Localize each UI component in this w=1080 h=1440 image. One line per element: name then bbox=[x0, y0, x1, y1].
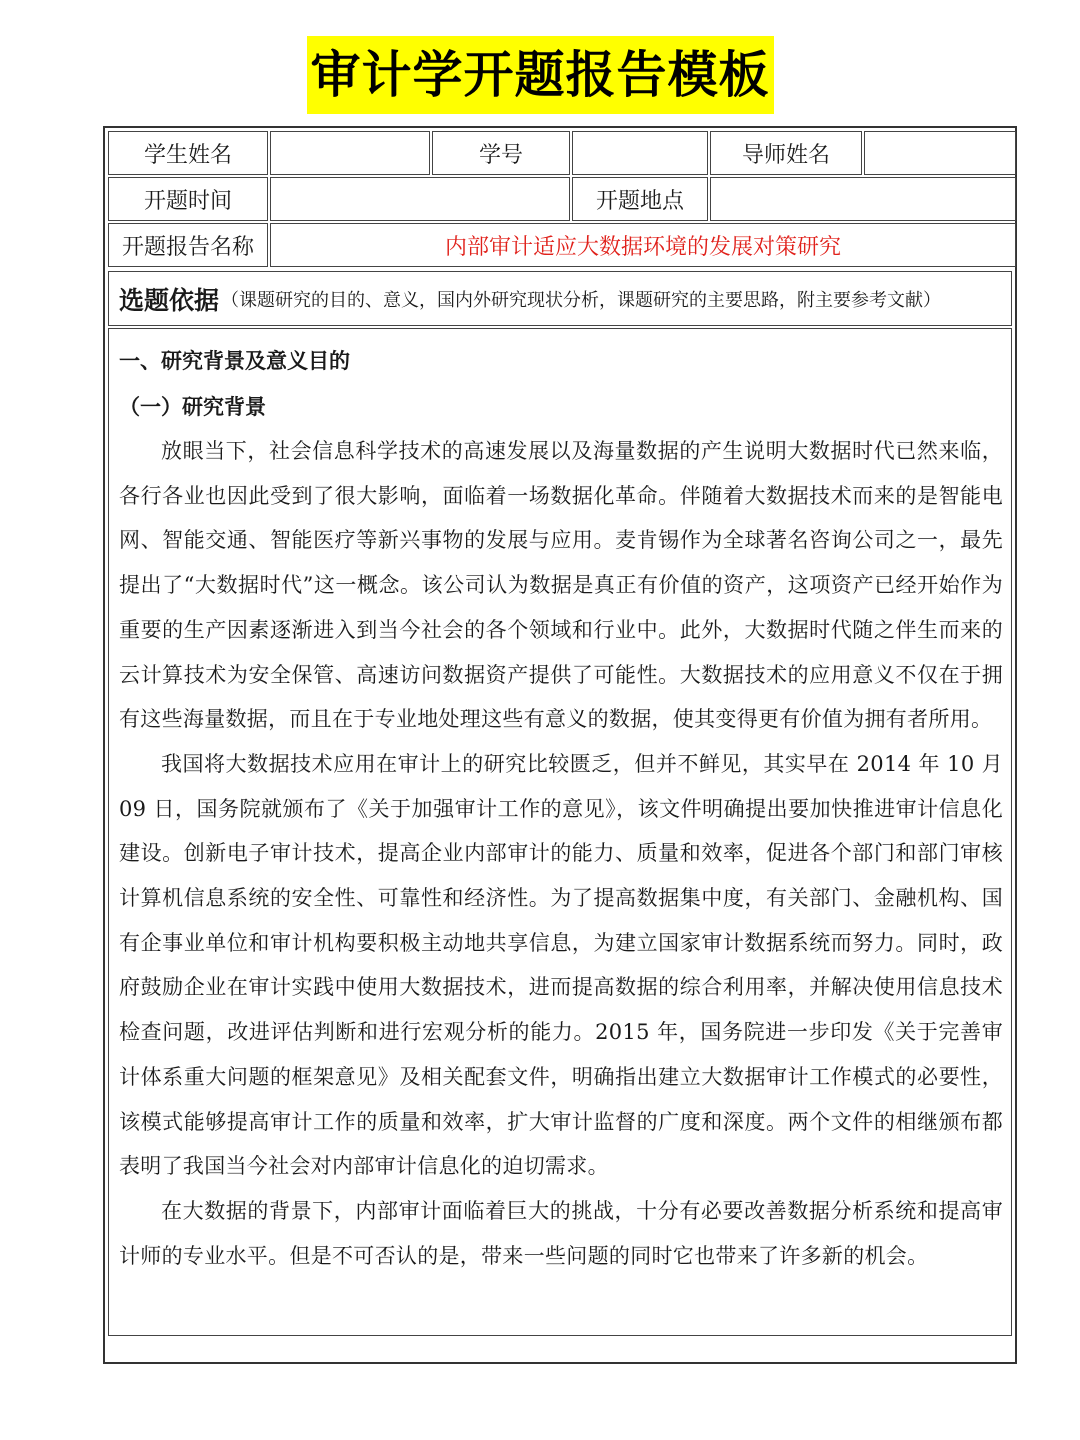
report-form bbox=[103, 126, 1017, 1364]
proposal-time-field[interactable] bbox=[270, 177, 570, 221]
proposal-time-label: 开题时间 bbox=[108, 177, 268, 221]
info-row-report-name bbox=[108, 223, 1016, 267]
student-id-label: 学号 bbox=[432, 131, 570, 175]
body-paragraph: 在大数据的背景下，内部审计面临着巨大的挑战，十分有必要改善数据分析系统和提高审计师的专业水平。但是不可否认的是，带来一些问题的同时它也带来了许多新的机会。 bbox=[119, 1198, 1003, 1268]
advisor-name-field[interactable] bbox=[864, 131, 1016, 175]
student-id-field[interactable] bbox=[572, 131, 708, 175]
title-wrap bbox=[0, 36, 1080, 114]
topic-basis-header bbox=[108, 271, 1012, 326]
topic-basis-heading: 选题依据 bbox=[119, 285, 220, 315]
body-paragraph: 放眼当下，社会信息科学技术的高速发展以及海量数据的产生说明大数据时代已然来临，各行各业也因此受到了很大影响，面临着一场数据化革命。伴随着大数据技术而来的是智能电网、智能交通、智能医疗等新兴事物的发展与应用。麦肯锡作为全球著名咨询公司之一，最先提出了“大数据时代”这一概念。该公司认为数据是真正有价值的资产，这项资产已经开始作为重要的生产因素逐渐进入到当今社会的各个领域和行业中。此外，大数据时代随之伴生而来的云计算技术为安全保管、高速访问数据资产提供了可能性。大数据技术的应用意义不仅在于拥有这些海量数据，而且在于专业地处理这些有意义的数据，使其变得更有价值为拥有者所用。 bbox=[119, 439, 1003, 732]
proposal-place-label: 开题地点 bbox=[572, 177, 708, 221]
advisor-name-label: 导师姓名 bbox=[710, 131, 862, 175]
student-name-field[interactable] bbox=[270, 131, 430, 175]
report-name-label: 开题报告名称 bbox=[108, 223, 268, 267]
topic-basis-note: （课题研究的目的、意义，国内外研究现状分析，课题研究的主要思路，附主要参考文献） bbox=[221, 289, 942, 311]
body-paragraph: 我国将大数据技术应用在审计上的研究比较匮乏，但并不鲜见，其实早在 2014 年 10 月 09 日，国务院就颁布了《关于加强审计工作的意见》，该文件明确提出要加快推进审计信息化建设。创新电子审计技术，提高企业内部审计的能力、质量和效率，促进各个部门和部门审核计算机信息系统的安全性、可靠性和经济性。为了提高数据集中度，有关部门、金融机构、国有企事业单位和审计机构要积极主动地共享信息，为建立国家审计数据系统而努力。同时，政府鼓励企业在审计实践中使用大数据技术，进而提高数据的综合利用率，并解决使用信息技术检查问题，改进评估判断和进行宏观分析的能力。2015 年，国务院进一步印发《关于完善审计体系重大问题的框架意见》及相关配套文件，明确指出建立大数据审计工作模式的必要性，该模式能够提高审计工作的质量和效率，扩大审计监督的广度和深度。两个文件的相继颁布都表明了我国当今社会对内部审计信息化的迫切需求。 bbox=[119, 751, 1003, 1179]
info-row-time-place bbox=[108, 177, 1016, 221]
document-title: 审计学开题报告模板 bbox=[307, 36, 774, 114]
student-name-label: 学生姓名 bbox=[108, 131, 268, 175]
info-table bbox=[106, 129, 1018, 269]
subsection-heading: （一）研究背景 bbox=[119, 394, 266, 419]
topic-basis-content bbox=[108, 328, 1012, 1336]
report-name-value[interactable]: 内部审计适应大数据环境的发展对策研究 bbox=[270, 223, 1016, 267]
section-heading: 一、研究背景及意义目的 bbox=[119, 348, 350, 373]
proposal-place-field[interactable] bbox=[710, 177, 1016, 221]
info-row-student bbox=[108, 131, 1016, 175]
